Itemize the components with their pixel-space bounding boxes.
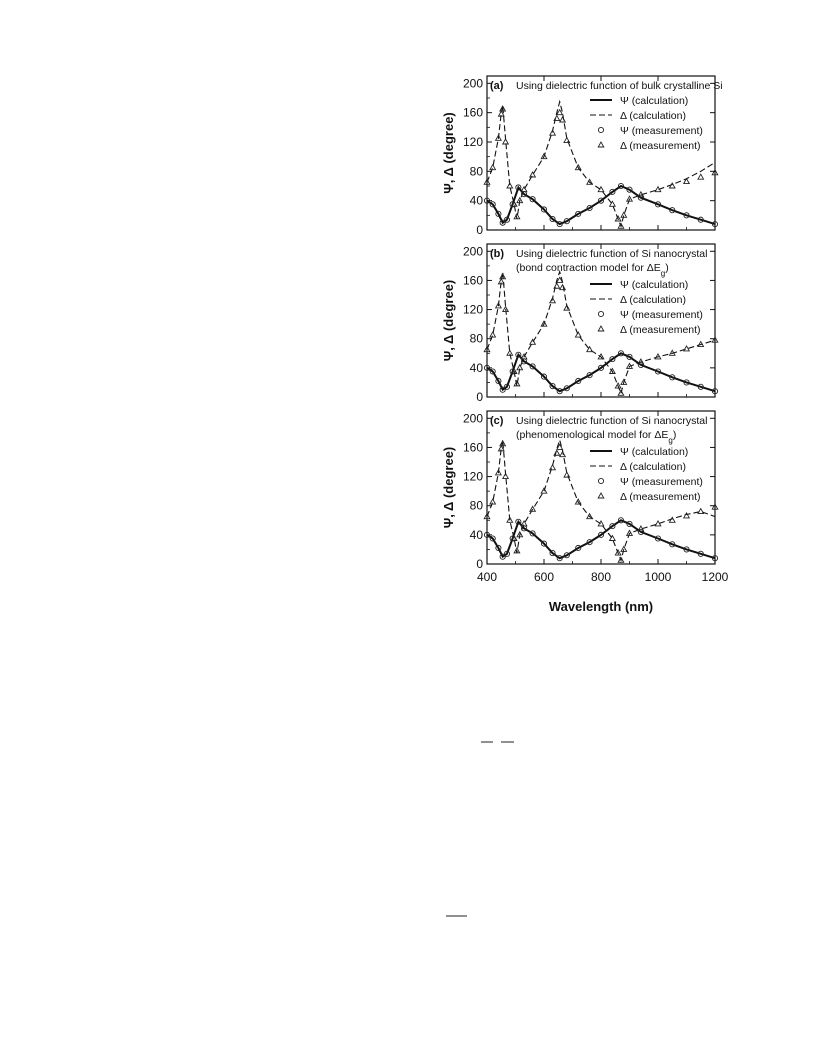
delta-measurement-point [575,332,581,337]
delta-measurement-point [530,506,536,511]
delta-measurement-point [598,187,604,192]
chart-panel-b [441,244,718,404]
legend-label: Δ (measurement) [620,491,701,503]
x-tick-label: 600 [533,570,555,584]
y-tick-label: 0 [476,390,483,404]
y-tick-label: 80 [469,498,483,513]
legend-label: Δ (measurement) [620,140,701,152]
panel-subtitle-subscript: g [668,435,673,445]
chart-panel-a [441,76,723,237]
legend-label: Ψ (measurement) [620,309,703,321]
delta-measurement-point [521,187,527,192]
y-tick-label: 120 [462,302,483,317]
legend [590,446,703,503]
legend-label: Ψ (calculation) [620,446,689,458]
y-tick-label: 120 [462,135,483,149]
legend [590,95,703,152]
delta-measurement-point [560,117,566,122]
delta-measurement-point [503,139,509,144]
delta-measurement-point [507,183,513,188]
legend-label: Ψ (measurement) [620,125,703,137]
panel-label: (c) [490,415,504,427]
y-axis-title: Ψ, Δ (degree) [441,112,456,194]
y-tick-label: 200 [462,411,483,426]
legend-swatch-circle [598,127,603,132]
legend-label: Δ (calculation) [620,294,686,306]
y-tick-label: 80 [469,164,483,179]
x-tick-label: 800 [590,570,612,584]
panel-title: Using dielectric function of Si nanocrystal [516,415,708,427]
y-tick-label: 40 [469,193,483,208]
delta-measurement-point [560,452,566,457]
legend-label: Ψ (measurement) [620,476,703,488]
legend-label: Ψ (calculation) [620,95,689,107]
delta-measurement-point [503,474,509,479]
legend-label: Δ (calculation) [620,461,686,473]
panel-subtitle-end: ) [672,429,677,441]
chart-panels [441,76,729,584]
y-tick-label: 80 [469,331,483,346]
y-tick-label: 200 [462,244,483,259]
delta-measurement-point [550,298,556,303]
y-axis-title: Ψ, Δ (degree) [441,279,456,362]
legend-label: Δ (measurement) [620,324,701,336]
chart-panel-c [441,411,729,584]
panel-subtitle: (phenomenological model for $\Delta E_g$) [516,429,677,445]
x-axis-title: Wavelength (nm) [548,599,654,614]
panel-subtitle-end: ) [665,262,669,274]
y-tick-label: 40 [469,360,483,375]
delta-measurement-point [598,521,604,526]
legend-swatch-circle [598,478,603,483]
x-tick-label: 1200 [701,570,729,584]
delta-measurement-point [564,472,570,477]
x-tick-label: 400 [476,570,498,584]
legend-swatch-circle [598,311,603,316]
legend [590,279,703,336]
panel-title: Using dielectric function of bulk crystalline Si [516,80,723,92]
y-tick-label: 0 [476,557,483,571]
delta-measurement-point [554,116,560,121]
y-tick-label: 0 [476,223,483,237]
delta-measurement-point [554,283,560,288]
y-axis-title: Ψ, Δ (degree) [441,446,456,529]
y-tick-label: 40 [469,527,483,542]
y-tick-label: 160 [462,440,483,455]
series-circle [484,518,717,561]
panel-label: (a) [490,80,504,92]
delta-measurement-point [560,285,566,290]
x-tick-label: 1000 [644,570,672,584]
legend-swatch-triangle [598,142,604,147]
legend-swatch-triangle [598,493,604,498]
delta-measurement-point [550,465,556,470]
panel-label: (b) [490,248,505,260]
y-tick-label: 120 [462,469,483,484]
y-tick-label: 200 [462,76,483,91]
legend-swatch-triangle [598,326,604,331]
panel-title: Using dielectric function of Si nanocrystal [516,248,708,260]
delta-measurement-point [554,450,560,455]
delta-measurement-point [564,305,570,310]
delta-measurement-point [698,509,704,514]
delta-measurement-point [564,138,570,143]
legend-label: Δ (calculation) [620,110,686,122]
delta-measurement-point [550,130,556,135]
legend-label: Ψ (calculation) [620,279,689,291]
y-tick-label: 160 [462,273,483,288]
delta-measurement-point [698,174,704,179]
panel-subtitle-subscript: g [660,268,666,278]
y-tick-label: 160 [462,105,483,120]
panel-subtitle: (bond contraction model for $\Delta E_g$) [516,262,669,278]
